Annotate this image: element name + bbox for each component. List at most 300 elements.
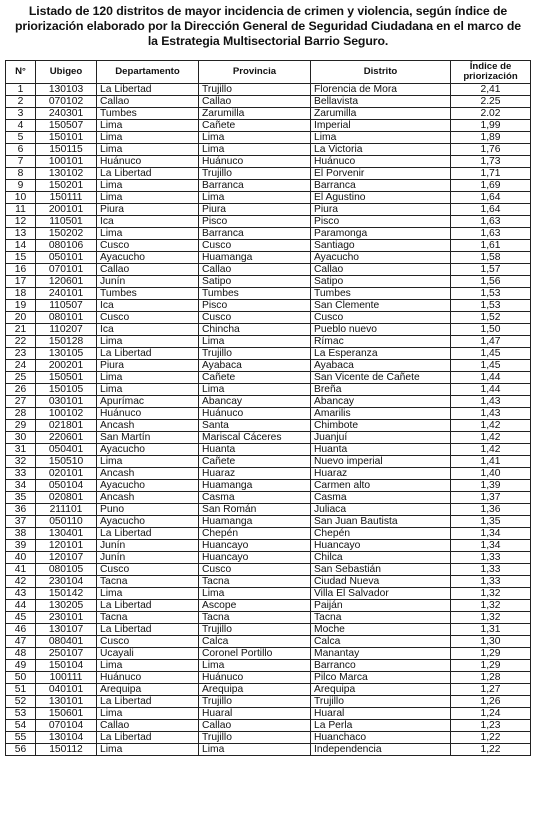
cell-ubigeo: 110501 bbox=[36, 216, 97, 228]
table-row bbox=[6, 180, 531, 192]
cell-number: 48 bbox=[6, 648, 36, 660]
table-row bbox=[6, 204, 531, 216]
cell-indice: 1,28 bbox=[451, 672, 531, 684]
cell-indice: 1,45 bbox=[451, 348, 531, 360]
cell-ubigeo: 021801 bbox=[36, 420, 97, 432]
cell-provincia: Coronel Portillo bbox=[199, 648, 311, 660]
cell-distrito: La Victoria bbox=[311, 144, 451, 156]
table-row bbox=[6, 432, 531, 444]
cell-departamento: La Libertad bbox=[97, 168, 199, 180]
cell-distrito: Villa El Salvador bbox=[311, 588, 451, 600]
cell-departamento: San Martín bbox=[97, 432, 199, 444]
cell-provincia: Mariscal Cáceres bbox=[199, 432, 311, 444]
cell-distrito: Huánuco bbox=[311, 156, 451, 168]
cell-indice: 1,50 bbox=[451, 324, 531, 336]
cell-distrito: Juliaca bbox=[311, 504, 451, 516]
cell-ubigeo: 150507 bbox=[36, 120, 97, 132]
cell-distrito: Florencia de Mora bbox=[311, 84, 451, 96]
cell-distrito: Rímac bbox=[311, 336, 451, 348]
cell-ubigeo: 070101 bbox=[36, 264, 97, 276]
cell-provincia: Barranca bbox=[199, 228, 311, 240]
cell-departamento: Junín bbox=[97, 276, 199, 288]
header-departamento: Departamento bbox=[97, 61, 199, 84]
table-row bbox=[6, 720, 531, 732]
table-row bbox=[6, 156, 531, 168]
cell-ubigeo: 240301 bbox=[36, 108, 97, 120]
cell-number: 14 bbox=[6, 240, 36, 252]
cell-number: 21 bbox=[6, 324, 36, 336]
cell-provincia: Barranca bbox=[199, 180, 311, 192]
cell-number: 6 bbox=[6, 144, 36, 156]
cell-number: 44 bbox=[6, 600, 36, 612]
cell-number: 32 bbox=[6, 456, 36, 468]
cell-number: 35 bbox=[6, 492, 36, 504]
cell-departamento: Junín bbox=[97, 540, 199, 552]
table-row bbox=[6, 120, 531, 132]
cell-number: 25 bbox=[6, 372, 36, 384]
cell-number: 26 bbox=[6, 384, 36, 396]
cell-distrito: Abancay bbox=[311, 396, 451, 408]
cell-ubigeo: 150104 bbox=[36, 660, 97, 672]
cell-number: 24 bbox=[6, 360, 36, 372]
cell-indice: 1,27 bbox=[451, 684, 531, 696]
table-row bbox=[6, 576, 531, 588]
table-row bbox=[6, 108, 531, 120]
cell-ubigeo: 050401 bbox=[36, 444, 97, 456]
cell-indice: 1,58 bbox=[451, 252, 531, 264]
table-row bbox=[6, 684, 531, 696]
cell-distrito: Ayacucho bbox=[311, 252, 451, 264]
cell-distrito: Bellavista bbox=[311, 96, 451, 108]
cell-departamento: Ayacucho bbox=[97, 516, 199, 528]
table-body bbox=[6, 84, 531, 756]
cell-number: 16 bbox=[6, 264, 36, 276]
cell-indice: 1,41 bbox=[451, 456, 531, 468]
cell-ubigeo: 100101 bbox=[36, 156, 97, 168]
cell-distrito: Nuevo imperial bbox=[311, 456, 451, 468]
cell-indice: 1,63 bbox=[451, 216, 531, 228]
cell-ubigeo: 020801 bbox=[36, 492, 97, 504]
cell-departamento: Ayacucho bbox=[97, 444, 199, 456]
table-row bbox=[6, 240, 531, 252]
cell-provincia: Huánuco bbox=[199, 156, 311, 168]
cell-indice: 1,33 bbox=[451, 576, 531, 588]
cell-number: 51 bbox=[6, 684, 36, 696]
cell-departamento: Tumbes bbox=[97, 108, 199, 120]
cell-provincia: Tacna bbox=[199, 576, 311, 588]
cell-number: 49 bbox=[6, 660, 36, 672]
cell-departamento: Ayacucho bbox=[97, 480, 199, 492]
cell-indice: 1,57 bbox=[451, 264, 531, 276]
cell-provincia: Ascope bbox=[199, 600, 311, 612]
cell-distrito: Zarumilla bbox=[311, 108, 451, 120]
cell-distrito: Casma bbox=[311, 492, 451, 504]
cell-distrito: Piura bbox=[311, 204, 451, 216]
cell-distrito: Juanjuí bbox=[311, 432, 451, 444]
cell-ubigeo: 050101 bbox=[36, 252, 97, 264]
header-indice-line-2: priorización bbox=[463, 71, 518, 82]
cell-provincia: Lima bbox=[199, 588, 311, 600]
cell-provincia: Trujillo bbox=[199, 732, 311, 744]
cell-ubigeo: 100111 bbox=[36, 672, 97, 684]
cell-number: 53 bbox=[6, 708, 36, 720]
cell-indice: 1,35 bbox=[451, 516, 531, 528]
cell-ubigeo: 070104 bbox=[36, 720, 97, 732]
cell-number: 1 bbox=[6, 84, 36, 96]
cell-number: 5 bbox=[6, 132, 36, 144]
cell-indice: 1,24 bbox=[451, 708, 531, 720]
cell-ubigeo: 150142 bbox=[36, 588, 97, 600]
table-row bbox=[6, 564, 531, 576]
cell-provincia: Casma bbox=[199, 492, 311, 504]
table-row bbox=[6, 744, 531, 756]
title-line-1: Listado de 120 distritos de mayor incidencia de crimen y violencia, según índice de bbox=[28, 4, 508, 18]
cell-ubigeo: 020101 bbox=[36, 468, 97, 480]
table-row bbox=[6, 300, 531, 312]
cell-distrito: Satipo bbox=[311, 276, 451, 288]
cell-ubigeo: 050104 bbox=[36, 480, 97, 492]
cell-provincia: Tumbes bbox=[199, 288, 311, 300]
cell-number: 9 bbox=[6, 180, 36, 192]
cell-departamento: Lima bbox=[97, 120, 199, 132]
cell-provincia: Lima bbox=[199, 192, 311, 204]
cell-indice: 1,40 bbox=[451, 468, 531, 480]
cell-provincia: Ayabaca bbox=[199, 360, 311, 372]
cell-distrito: Paiján bbox=[311, 600, 451, 612]
cell-number: 56 bbox=[6, 744, 36, 756]
cell-provincia: Lima bbox=[199, 144, 311, 156]
cell-provincia: Huaraz bbox=[199, 468, 311, 480]
cell-departamento: Lima bbox=[97, 372, 199, 384]
cell-departamento: Ancash bbox=[97, 492, 199, 504]
header-ubigeo: Ubigeo bbox=[36, 61, 97, 84]
table-row bbox=[6, 384, 531, 396]
cell-provincia: Zarumilla bbox=[199, 108, 311, 120]
cell-provincia: Calca bbox=[199, 636, 311, 648]
cell-number: 27 bbox=[6, 396, 36, 408]
cell-distrito: Ciudad Nueva bbox=[311, 576, 451, 588]
cell-departamento: Lima bbox=[97, 660, 199, 672]
table-row bbox=[6, 396, 531, 408]
table-row bbox=[6, 96, 531, 108]
table-row bbox=[6, 252, 531, 264]
cell-indice: 1,30 bbox=[451, 636, 531, 648]
table-row bbox=[6, 444, 531, 456]
cell-indice: 1,37 bbox=[451, 492, 531, 504]
cell-distrito: San Sebastián bbox=[311, 564, 451, 576]
cell-ubigeo: 150115 bbox=[36, 144, 97, 156]
cell-departamento: Huánuco bbox=[97, 672, 199, 684]
cell-ubigeo: 130104 bbox=[36, 732, 97, 744]
cell-indice: 2.02 bbox=[451, 108, 531, 120]
header-provincia: Provincia bbox=[199, 61, 311, 84]
cell-provincia: Trujillo bbox=[199, 624, 311, 636]
cell-indice: 1,56 bbox=[451, 276, 531, 288]
cell-provincia: Lima bbox=[199, 744, 311, 756]
cell-indice: 1,32 bbox=[451, 612, 531, 624]
cell-number: 15 bbox=[6, 252, 36, 264]
table-row bbox=[6, 312, 531, 324]
cell-provincia: Arequipa bbox=[199, 684, 311, 696]
cell-indice: 1,32 bbox=[451, 588, 531, 600]
table-row bbox=[6, 540, 531, 552]
cell-ubigeo: 110207 bbox=[36, 324, 97, 336]
cell-provincia: Callao bbox=[199, 96, 311, 108]
table-row bbox=[6, 624, 531, 636]
cell-departamento: Ica bbox=[97, 300, 199, 312]
cell-distrito: Lima bbox=[311, 132, 451, 144]
cell-ubigeo: 120107 bbox=[36, 552, 97, 564]
cell-provincia: Trujillo bbox=[199, 696, 311, 708]
cell-provincia: Lima bbox=[199, 132, 311, 144]
cell-indice: 1,42 bbox=[451, 444, 531, 456]
cell-distrito: Pisco bbox=[311, 216, 451, 228]
cell-departamento: Lima bbox=[97, 588, 199, 600]
cell-provincia: Lima bbox=[199, 336, 311, 348]
table-row bbox=[6, 528, 531, 540]
cell-departamento: La Libertad bbox=[97, 84, 199, 96]
cell-distrito: Tumbes bbox=[311, 288, 451, 300]
table-row bbox=[6, 492, 531, 504]
cell-number: 39 bbox=[6, 540, 36, 552]
title-line-2: priorización elaborado por la Dirección General de Seguridad Ciudadana en el marco de bbox=[14, 19, 522, 33]
cell-number: 11 bbox=[6, 204, 36, 216]
cell-indice: 1,23 bbox=[451, 720, 531, 732]
cell-provincia: Cusco bbox=[199, 312, 311, 324]
cell-ubigeo: 130101 bbox=[36, 696, 97, 708]
cell-number: 31 bbox=[6, 444, 36, 456]
table-row bbox=[6, 612, 531, 624]
cell-number: 47 bbox=[6, 636, 36, 648]
cell-number: 54 bbox=[6, 720, 36, 732]
cell-departamento: Ica bbox=[97, 216, 199, 228]
cell-departamento: Tacna bbox=[97, 576, 199, 588]
document-title bbox=[12, 4, 524, 49]
header-number: N° bbox=[6, 61, 36, 84]
cell-departamento: Huánuco bbox=[97, 156, 199, 168]
cell-distrito: Arequipa bbox=[311, 684, 451, 696]
cell-number: 30 bbox=[6, 432, 36, 444]
cell-distrito: Chepén bbox=[311, 528, 451, 540]
cell-provincia: Huamanga bbox=[199, 480, 311, 492]
table-row bbox=[6, 420, 531, 432]
cell-indice: 1,71 bbox=[451, 168, 531, 180]
cell-indice: 1,53 bbox=[451, 288, 531, 300]
cell-distrito: Independencia bbox=[311, 744, 451, 756]
cell-number: 4 bbox=[6, 120, 36, 132]
cell-indice: 1,22 bbox=[451, 732, 531, 744]
cell-distrito: La Esperanza bbox=[311, 348, 451, 360]
table-row bbox=[6, 504, 531, 516]
cell-indice: 1,42 bbox=[451, 432, 531, 444]
cell-indice: 1,99 bbox=[451, 120, 531, 132]
cell-provincia: Cañete bbox=[199, 456, 311, 468]
cell-indice: 1,44 bbox=[451, 372, 531, 384]
cell-departamento: La Libertad bbox=[97, 732, 199, 744]
cell-indice: 1,34 bbox=[451, 540, 531, 552]
cell-departamento: Tumbes bbox=[97, 288, 199, 300]
cell-number: 29 bbox=[6, 420, 36, 432]
cell-indice: 1,31 bbox=[451, 624, 531, 636]
title-line-3: la Estrategia Multisectorial Barrio Seguro. bbox=[147, 34, 389, 48]
cell-provincia: Cusco bbox=[199, 564, 311, 576]
cell-number: 13 bbox=[6, 228, 36, 240]
cell-provincia: Lima bbox=[199, 660, 311, 672]
cell-indice: 1,73 bbox=[451, 156, 531, 168]
cell-ubigeo: 150128 bbox=[36, 336, 97, 348]
table-row bbox=[6, 552, 531, 564]
table-row bbox=[6, 648, 531, 660]
cell-indice: 1,33 bbox=[451, 552, 531, 564]
cell-indice: 1,42 bbox=[451, 420, 531, 432]
cell-provincia: Callao bbox=[199, 264, 311, 276]
cell-distrito: Callao bbox=[311, 264, 451, 276]
table-row bbox=[6, 168, 531, 180]
cell-distrito: Moche bbox=[311, 624, 451, 636]
cell-ubigeo: 150510 bbox=[36, 456, 97, 468]
cell-departamento: Cusco bbox=[97, 240, 199, 252]
cell-departamento: Cusco bbox=[97, 636, 199, 648]
cell-number: 7 bbox=[6, 156, 36, 168]
cell-ubigeo: 150111 bbox=[36, 192, 97, 204]
cell-ubigeo: 250107 bbox=[36, 648, 97, 660]
cell-ubigeo: 110507 bbox=[36, 300, 97, 312]
table-row bbox=[6, 732, 531, 744]
cell-provincia: Lima bbox=[199, 384, 311, 396]
cell-indice: 2.25 bbox=[451, 96, 531, 108]
cell-indice: 1,36 bbox=[451, 504, 531, 516]
cell-provincia: Callao bbox=[199, 720, 311, 732]
table-row bbox=[6, 696, 531, 708]
cell-distrito: Manantay bbox=[311, 648, 451, 660]
cell-departamento: Huánuco bbox=[97, 408, 199, 420]
cell-indice: 1,64 bbox=[451, 204, 531, 216]
cell-provincia: Abancay bbox=[199, 396, 311, 408]
cell-indice: 1,29 bbox=[451, 648, 531, 660]
table-row bbox=[6, 216, 531, 228]
cell-departamento: Lima bbox=[97, 132, 199, 144]
cell-ubigeo: 150601 bbox=[36, 708, 97, 720]
cell-number: 2 bbox=[6, 96, 36, 108]
cell-number: 17 bbox=[6, 276, 36, 288]
cell-departamento: La Libertad bbox=[97, 696, 199, 708]
cell-ubigeo: 230101 bbox=[36, 612, 97, 624]
table-row bbox=[6, 600, 531, 612]
table-row bbox=[6, 228, 531, 240]
table-row bbox=[6, 708, 531, 720]
cell-distrito: Breña bbox=[311, 384, 451, 396]
table-row bbox=[6, 456, 531, 468]
cell-provincia: Huanta bbox=[199, 444, 311, 456]
cell-provincia: Huánuco bbox=[199, 672, 311, 684]
cell-ubigeo: 050110 bbox=[36, 516, 97, 528]
cell-provincia: Huancayo bbox=[199, 540, 311, 552]
cell-departamento: Lima bbox=[97, 744, 199, 756]
cell-distrito: Huaraz bbox=[311, 468, 451, 480]
cell-indice: 1,47 bbox=[451, 336, 531, 348]
table-row bbox=[6, 516, 531, 528]
cell-distrito: Carmen alto bbox=[311, 480, 451, 492]
cell-distrito: Paramonga bbox=[311, 228, 451, 240]
cell-number: 55 bbox=[6, 732, 36, 744]
cell-distrito: Huanta bbox=[311, 444, 451, 456]
cell-provincia: Huamanga bbox=[199, 516, 311, 528]
table-row bbox=[6, 588, 531, 600]
cell-ubigeo: 030101 bbox=[36, 396, 97, 408]
cell-departamento: Ucayali bbox=[97, 648, 199, 660]
table-row bbox=[6, 468, 531, 480]
cell-number: 10 bbox=[6, 192, 36, 204]
cell-indice: 1,53 bbox=[451, 300, 531, 312]
cell-departamento: Cusco bbox=[97, 312, 199, 324]
table-row bbox=[6, 672, 531, 684]
cell-ubigeo: 230104 bbox=[36, 576, 97, 588]
cell-number: 22 bbox=[6, 336, 36, 348]
cell-provincia: Pisco bbox=[199, 216, 311, 228]
cell-ubigeo: 130103 bbox=[36, 84, 97, 96]
cell-distrito: Cusco bbox=[311, 312, 451, 324]
cell-indice: 1,39 bbox=[451, 480, 531, 492]
cell-departamento: Lima bbox=[97, 384, 199, 396]
cell-distrito: Ayabaca bbox=[311, 360, 451, 372]
cell-ubigeo: 150202 bbox=[36, 228, 97, 240]
cell-departamento: Lima bbox=[97, 336, 199, 348]
cell-indice: 1,44 bbox=[451, 384, 531, 396]
cell-provincia: Piura bbox=[199, 204, 311, 216]
table-row bbox=[6, 372, 531, 384]
cell-provincia: Chincha bbox=[199, 324, 311, 336]
cell-departamento: Cusco bbox=[97, 564, 199, 576]
cell-ubigeo: 200201 bbox=[36, 360, 97, 372]
cell-ubigeo: 130205 bbox=[36, 600, 97, 612]
cell-ubigeo: 120101 bbox=[36, 540, 97, 552]
cell-provincia: Huánuco bbox=[199, 408, 311, 420]
cell-distrito: Chilca bbox=[311, 552, 451, 564]
cell-number: 36 bbox=[6, 504, 36, 516]
cell-distrito: Trujillo bbox=[311, 696, 451, 708]
cell-departamento: Ica bbox=[97, 324, 199, 336]
cell-ubigeo: 150105 bbox=[36, 384, 97, 396]
cell-ubigeo: 080106 bbox=[36, 240, 97, 252]
table-row bbox=[6, 480, 531, 492]
cell-departamento: Piura bbox=[97, 360, 199, 372]
cell-provincia: Satipo bbox=[199, 276, 311, 288]
cell-indice: 1,43 bbox=[451, 396, 531, 408]
cell-provincia: Chepén bbox=[199, 528, 311, 540]
cell-ubigeo: 080101 bbox=[36, 312, 97, 324]
cell-distrito: La Perla bbox=[311, 720, 451, 732]
cell-distrito: San Juan Bautista bbox=[311, 516, 451, 528]
cell-distrito: Huancayo bbox=[311, 540, 451, 552]
cell-number: 19 bbox=[6, 300, 36, 312]
cell-departamento: Junín bbox=[97, 552, 199, 564]
cell-departamento: Callao bbox=[97, 96, 199, 108]
cell-indice: 1,52 bbox=[451, 312, 531, 324]
cell-indice: 1,33 bbox=[451, 564, 531, 576]
cell-ubigeo: 150201 bbox=[36, 180, 97, 192]
cell-ubigeo: 150101 bbox=[36, 132, 97, 144]
cell-distrito: Barranca bbox=[311, 180, 451, 192]
cell-provincia: Pisco bbox=[199, 300, 311, 312]
cell-departamento: Callao bbox=[97, 720, 199, 732]
cell-departamento: Puno bbox=[97, 504, 199, 516]
cell-number: 8 bbox=[6, 168, 36, 180]
cell-number: 28 bbox=[6, 408, 36, 420]
cell-indice: 1,63 bbox=[451, 228, 531, 240]
cell-distrito: Calca bbox=[311, 636, 451, 648]
cell-ubigeo: 240101 bbox=[36, 288, 97, 300]
cell-indice: 1,76 bbox=[451, 144, 531, 156]
